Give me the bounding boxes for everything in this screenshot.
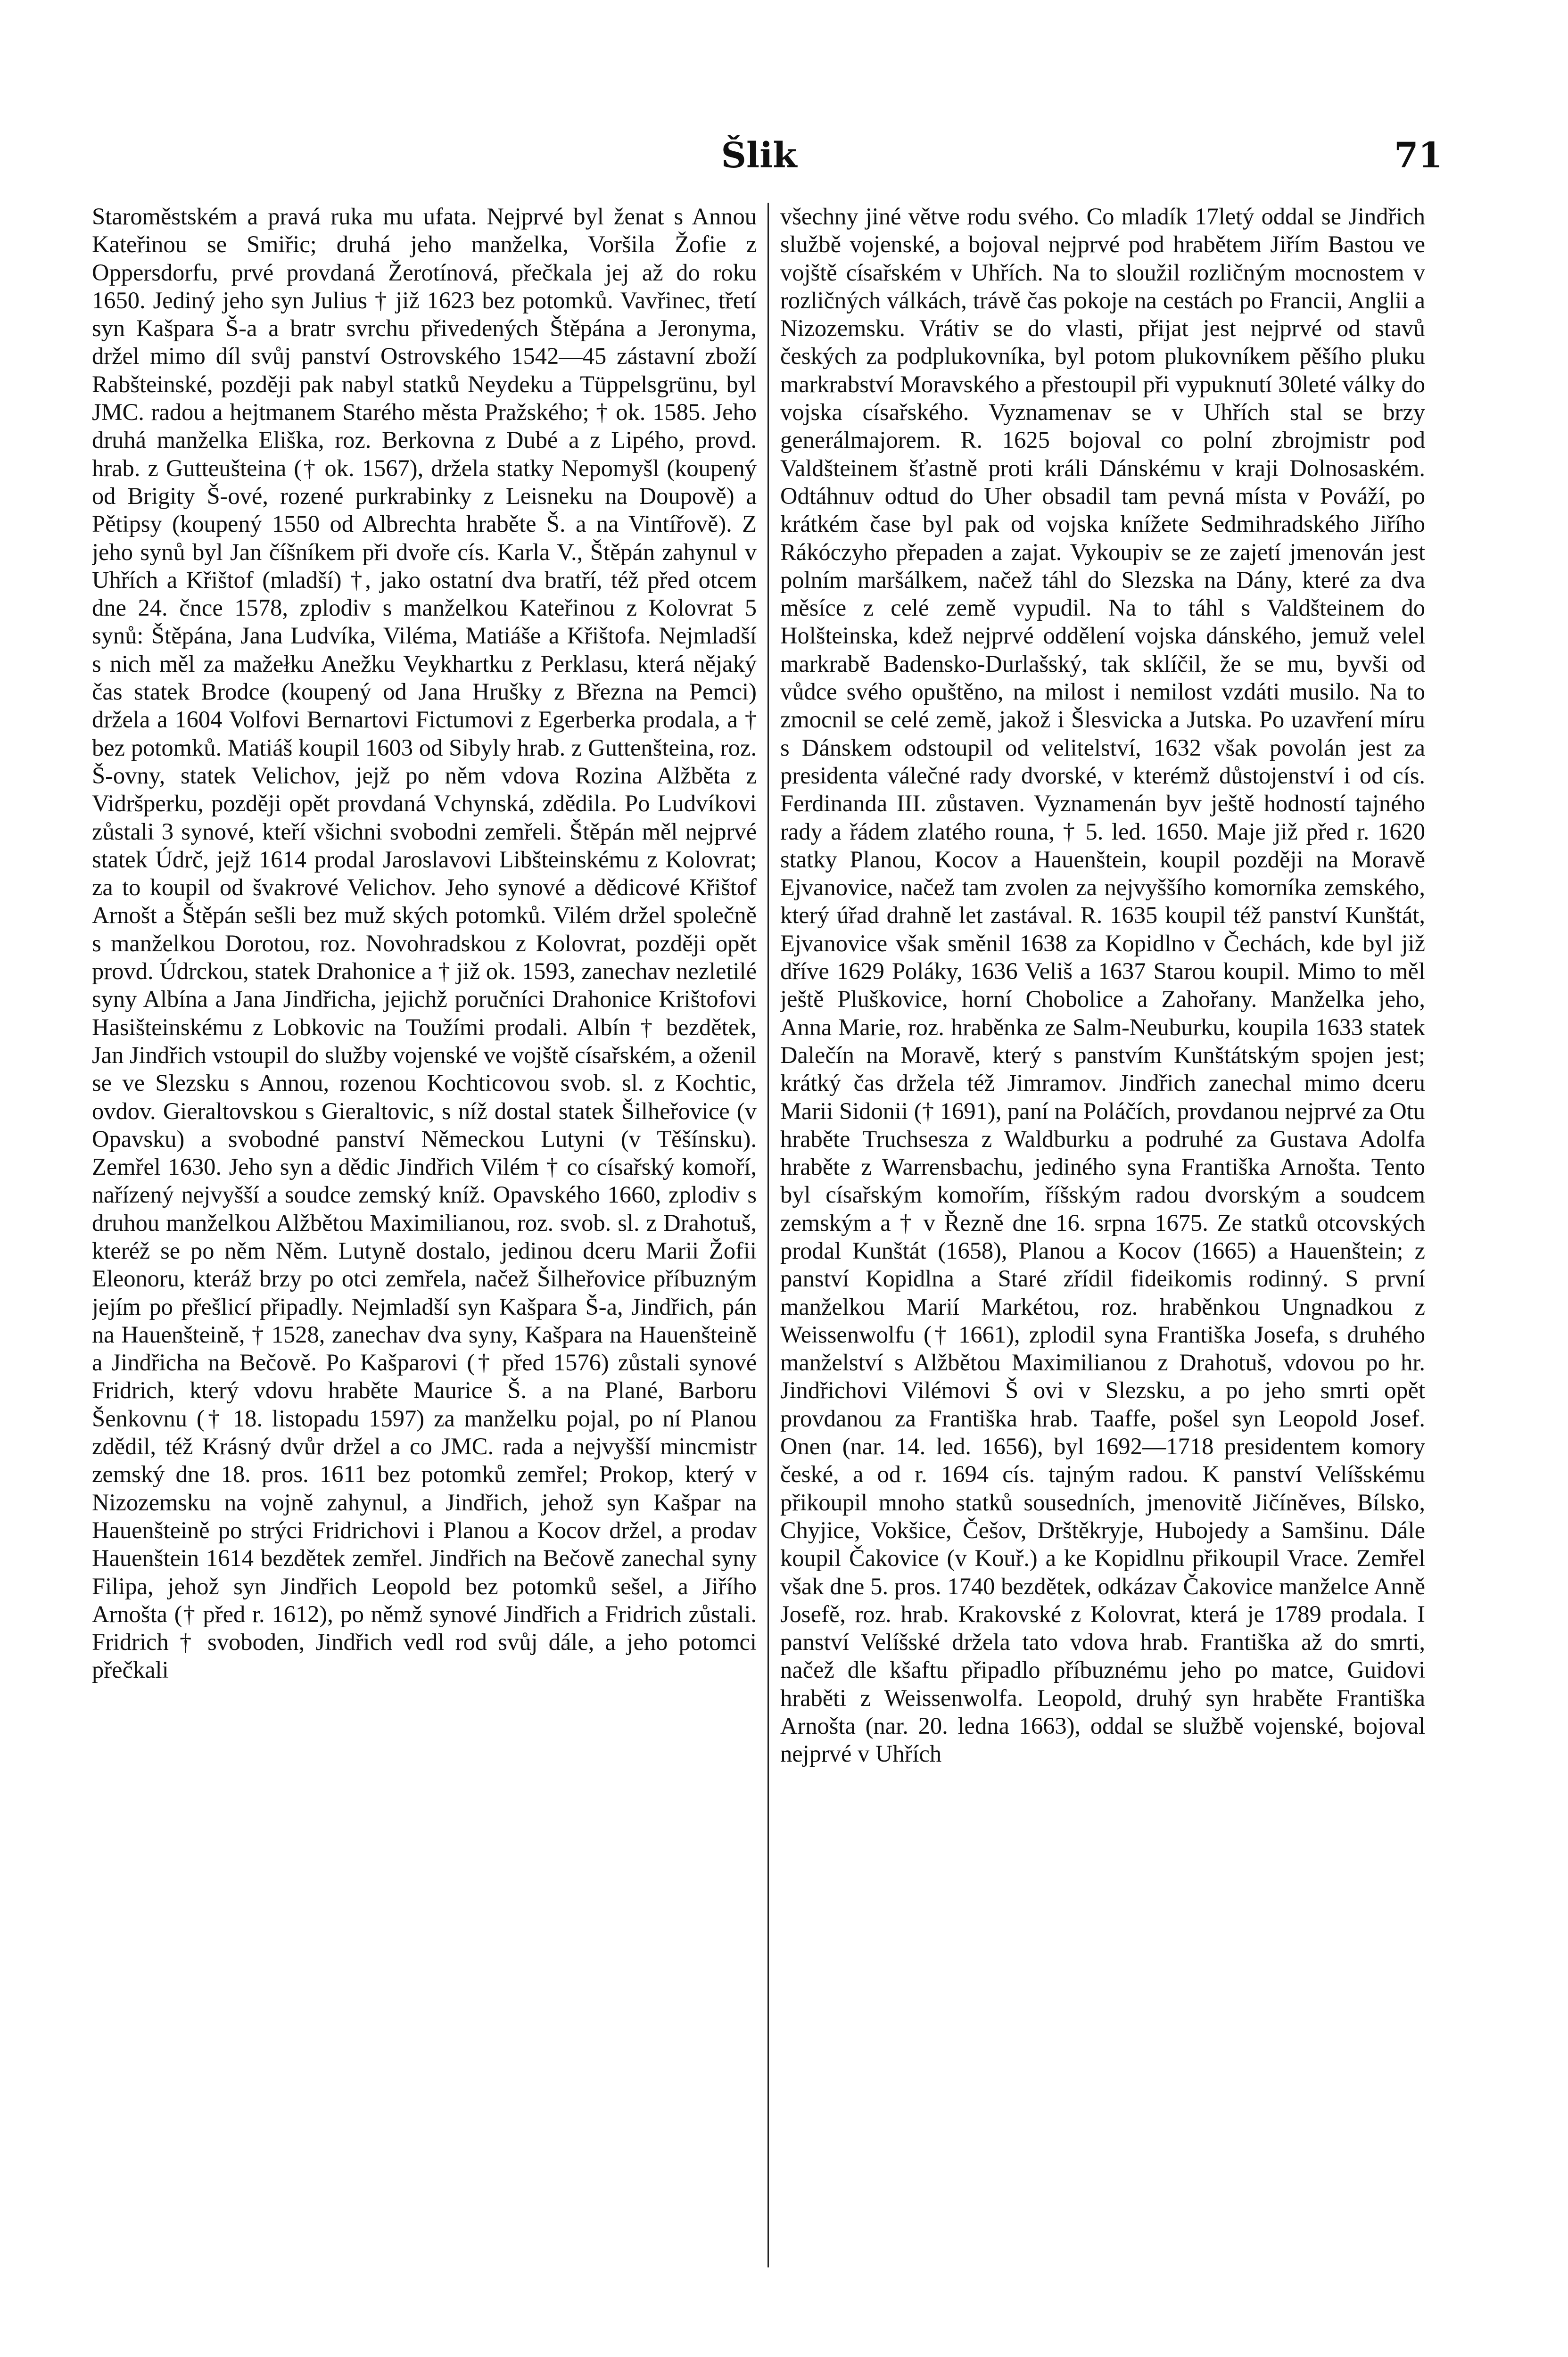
column-divider — [767, 203, 769, 2267]
text-column-left: Staroměstském a pravá ruka mu ufata. Nejprvé byl ženat s Annou Kateřinou se Smiřic; druhá jeho manželka, Voršila Žofie z Oppersdorfu, prvé provdaná Žerotínová, přečkala jej až do roku 1650. Jediný jeho syn Julius † již 1623 bez potomků. Vavřinec, třetí syn Kašpara Š-a a bratr svrchu přivedených Štěpána a Jeronyma, držel mimo díl svůj panství Ostrovského 1542—45 zástavní zboží Rabšteinské, později pak nabyl statků Neydeku a Tüppelsgrünu, byl JMC. radou a hejtmanem Starého města Pražského; † ok. 1585. Jeho druhá manželka Eliška, roz. Berkovna z Dubé a z Lipého, provd. hrab. z Gutteušteina († ok. 1567), držela statky Nepomyšl (koupený od Brigity Š-ové, rozené purkrabinky z Leisneku na Doupově) a Pětipsy (koupený 1550 od Albrechta hraběte Š. a na Vintířově). Z jeho synů byl Jan číšníkem při dvoře cís. Karla V., Štěpán zahynul v Uhřích a Křištof (mladší) †, jako ostatní dva bratří, též před otcem dne 24. čnce 1578, zplodiv s manželkou Kateřinou z Kolovrat 5 synů: Štěpána, Jana Ludvíka, Viléma, Matiáše a Křištofa. Nejmladší s nich měl za mažełku Anežku Veykhartku z Perklasu, která nějaký čas statek Brodce (koupený od Jana Hrušky z Března na Pemci) držela a 1604 Volfovi Bernartovi Fictumovi z Egerberka prodala, a † bez potomků. Matiáš koupil 1603 od Sibyly hrab. z Guttenšteina, roz. Š-ovny, statek Velichov, jejž po něm vdova Rozina Alžběta z Vidršperku, později opět provdaná Vchynská, zdědila. Po Ludvíkovi zůstali 3 synové, kteří všichni svobodni zemřeli. Štěpán měl nejprvé statek Údrč, jejž 1614 prodal Jaroslavovi Libšteinskému z Kolovrat; za to koupil od švakrové Velichov. Jeho synové a dědicové Křištof Arnošt a Štěpán sešli bez muž ských potomků. Vilém držel společně s manželkou Dorotou, roz. Novohradskou z Kolovrat, později opět provd. Údrckou, statek Drahonice a † již ok. 1593, zanechav nezletilé syny Albína a Jana Jindřicha, jejichž poručníci Drahonice Krištofovi Hasišteinskému z Lobkovic na Toužími prodali. Albín † bezdětek, Jan Jindřich vstoupil do služby vojenské ve vojště císařském, a oženil se ve Slezsku s Annou, rozenou Kochticovou svob. sl. z Kochtic, ovdov. Gieraltovskou s Gieraltovic, s níž dostal statek Šilheřovice (v Opavsku) a svobodné panství Německou Lutyni (v Těšínsku). Zemřel 1630. Jeho syn a dědic Jindřich Vilém † co císařský komoří, nařízený nejvyšší a soudce zemský kníž. Opavského 1660, zplodiv s druhou manželkou Alžbětou Maximilianou, roz. svob. sl. z Drahotuš, kteréž se po něm Něm. Lutyně dostalo, jedinou dceru Marii Žofii Eleonoru, kteráž brzy po otci zemřela, načež Šilheřovice příbuzným jejím po přešlicí připadly. Nejmladší syn Kašpara Š-a, Jindřich, pán na Hauenšteině, † 1528, zanechav dva syny, Kašpara na Hauenšteině a Jindřicha na Bečově. Po Kašparovi († před 1576) zůstali synové Fridrich, který vdovu hraběte Maurice Š. a na Plané, Barboru Šenkovnu († 18. listopadu 1597) za manželku pojal, po ní Planou zdědil, též Krásný dvůr držel a co JMC. rada a nejvyšší mincmistr zemský dne 18. pros. 1611 bez potomků zemřel; Prokop, který v Nizozemsku na vojně zahynul, a Jindřich, jehož syn Kašpar na Hauenšteině po strýci Fridrichovi i Planou a Kocov držel, a prodav Hauenštein 1614 bezdětek zemřel. Jindřich na Bečově zanechal syny Filipa, jehož syn Jindřich Leopold bez potomků sešel, a Jiřího Arnošta († před r. 1612), po němž synové Jindřich a Fridrich zůstali. Fridrich † svoboden, Jindřich vedl rod svůj dále, a jeho potomci přečkali — [92, 203, 757, 1683]
page-header-title: Šlik — [721, 135, 797, 176]
text-column-right: všechny jiné větve rodu svého. Co mladík 17letý oddal se Jindřich službě vojenské, a bojoval nejprvé pod hrabětem Jiřím Bastou ve vojště císařském v Uhřích. Na to sloužil rozličným mocnostem v rozličných válkách, trávě čas pokoje na cestách po Francii, Anglii a Nizozemsku. Vrátiv se do vlasti, přijat jest nejprvé od stavů českých za podplukovníka, byl potom plukovníkem pěšího pluku markrabství Moravského a přestoupil při vypuknutí 30leté války do vojska císařského. Vyznamenav se v Uhřích stal se brzy generálmajorem. R. 1625 bojoval co polní zbrojmistr pod Valdšteinem šťastně proti králi Dánskému v kraji Dolnosaském. Odtáhnuv odtud do Uher obsadil tam pevná místa v Pováží, po krátkém čase byl pak od vojska knížete Sedmihradského Jiřího Rákóczyho přepaden a zajat. Vykoupiv se ze zajetí jmenován jest polním maršálkem, načež táhl do Slezska na Dány, které za dva měsíce z celé země vypudil. Na to táhl s Valdšteinem do Holšteinska, kdež nejprvé oddělení vojska dánského, jemuž velel markrabě Badensko-Durlašský, tak sklíčil, že se mu, byvši od vůdce svého opuštěno, na milost i nemilost vzdáti musilo. Na to zmocnil se celé země, jakož i Šlesvicka a Jutska. Po uzavření míru s Dánskem odstoupil od velitelství, 1632 však povolán jest za presidenta válečné rady dvorské, v kterémž důstojenství i od cís. Ferdinanda III. zůstaven. Vyznamenán byv ještě hodností tajného rady a řádem zlatého rouna, † 5. led. 1650. Maje již před r. 1620 statky Planou, Kocov a Hauenštein, koupil později na Moravě Ejvanovice, načež tam zvolen za nejvyššího komorníka zemského, který úřad drahně let zastával. R. 1635 koupil též panství Kunštát, Ejvanovice však směnil 1638 za Kopidlno v Čechách, kde byl již dříve 1629 Poláky, 1636 Veliš a 1637 Starou koupil. Mimo to měl ještě Pluškovice, horní Chobolice a Zahořany. Manželka jeho, Anna Marie, roz. hraběnka ze Salm-Neuburku, koupila 1633 statek Dalečín na Moravě, který s panstvím Kunštátským spojen jest; krátký čas držela též Jimramov. Jindřich zanechal mimo dceru Marii Sidonii († 1691), paní na Poláčích, provdanou nejprvé za Otu hraběte Truchsesza z Waldburku a podruhé za Gustava Adolfa hraběte z Warrensbachu, jediného syna Františka Arnošta. Tento byl císařským komořím, říšským radou dvorským a soudcem zemským a † v Řezně dne 16. srpna 1675. Ze statků otcovských prodal Kunštát (1658), Planou a Kocov (1665) a Hauenštein; z panství Kopidlna a Staré zřídil fideikomis rodinný. S první manželkou Marií Markétou, roz. hraběnkou Ungnadkou z Weissenwolfu († 1661), zplodil syna Františka Josefa, s druhého manželství s Alžbětou Maximilianou z Drahotuš, vdovou po hr. Jindřichovi Vilémovi Š ovi v Slezsku, a po jeho smrti opět provdanou za Františka hrab. Taaffe, pošel syn Leopold Josef. Onen (nar. 14. led. 1656), byl 1692—1718 presidentem komory české, a od r. 1694 cís. tajným radou. K panství Velíšskému přikoupil mnoho statků sousedních, jmenovitě Jičíněves, Bílsko, Chyjice, Vokšice, Češov, Drštěkryje, Hubojedy a Samšinu. Dále koupil Čakovice (v Kouř.) a ke Kopidlnu přikoupil Vrace. Zemřel však dne 5. pros. 1740 bezdětek, odkázav Čakovice manželce Anně Josefě, roz. hrab. Krakovské z Kolovrat, která je 1789 prodala. I panství Velíšské držela tato vdova hrab. Františka až do smrti, načež dle kšaftu připadlo příbuznému jeho po matce, Guidovi hraběti z Weissenwolfa. Leopold, druhý syn hraběte Františka Arnošta (nar. 20. ledna 1663), oddal se službě vojenské, bojoval nejprvé v Uhřích — [780, 203, 1425, 1767]
page-number: 71 — [1394, 135, 1443, 176]
